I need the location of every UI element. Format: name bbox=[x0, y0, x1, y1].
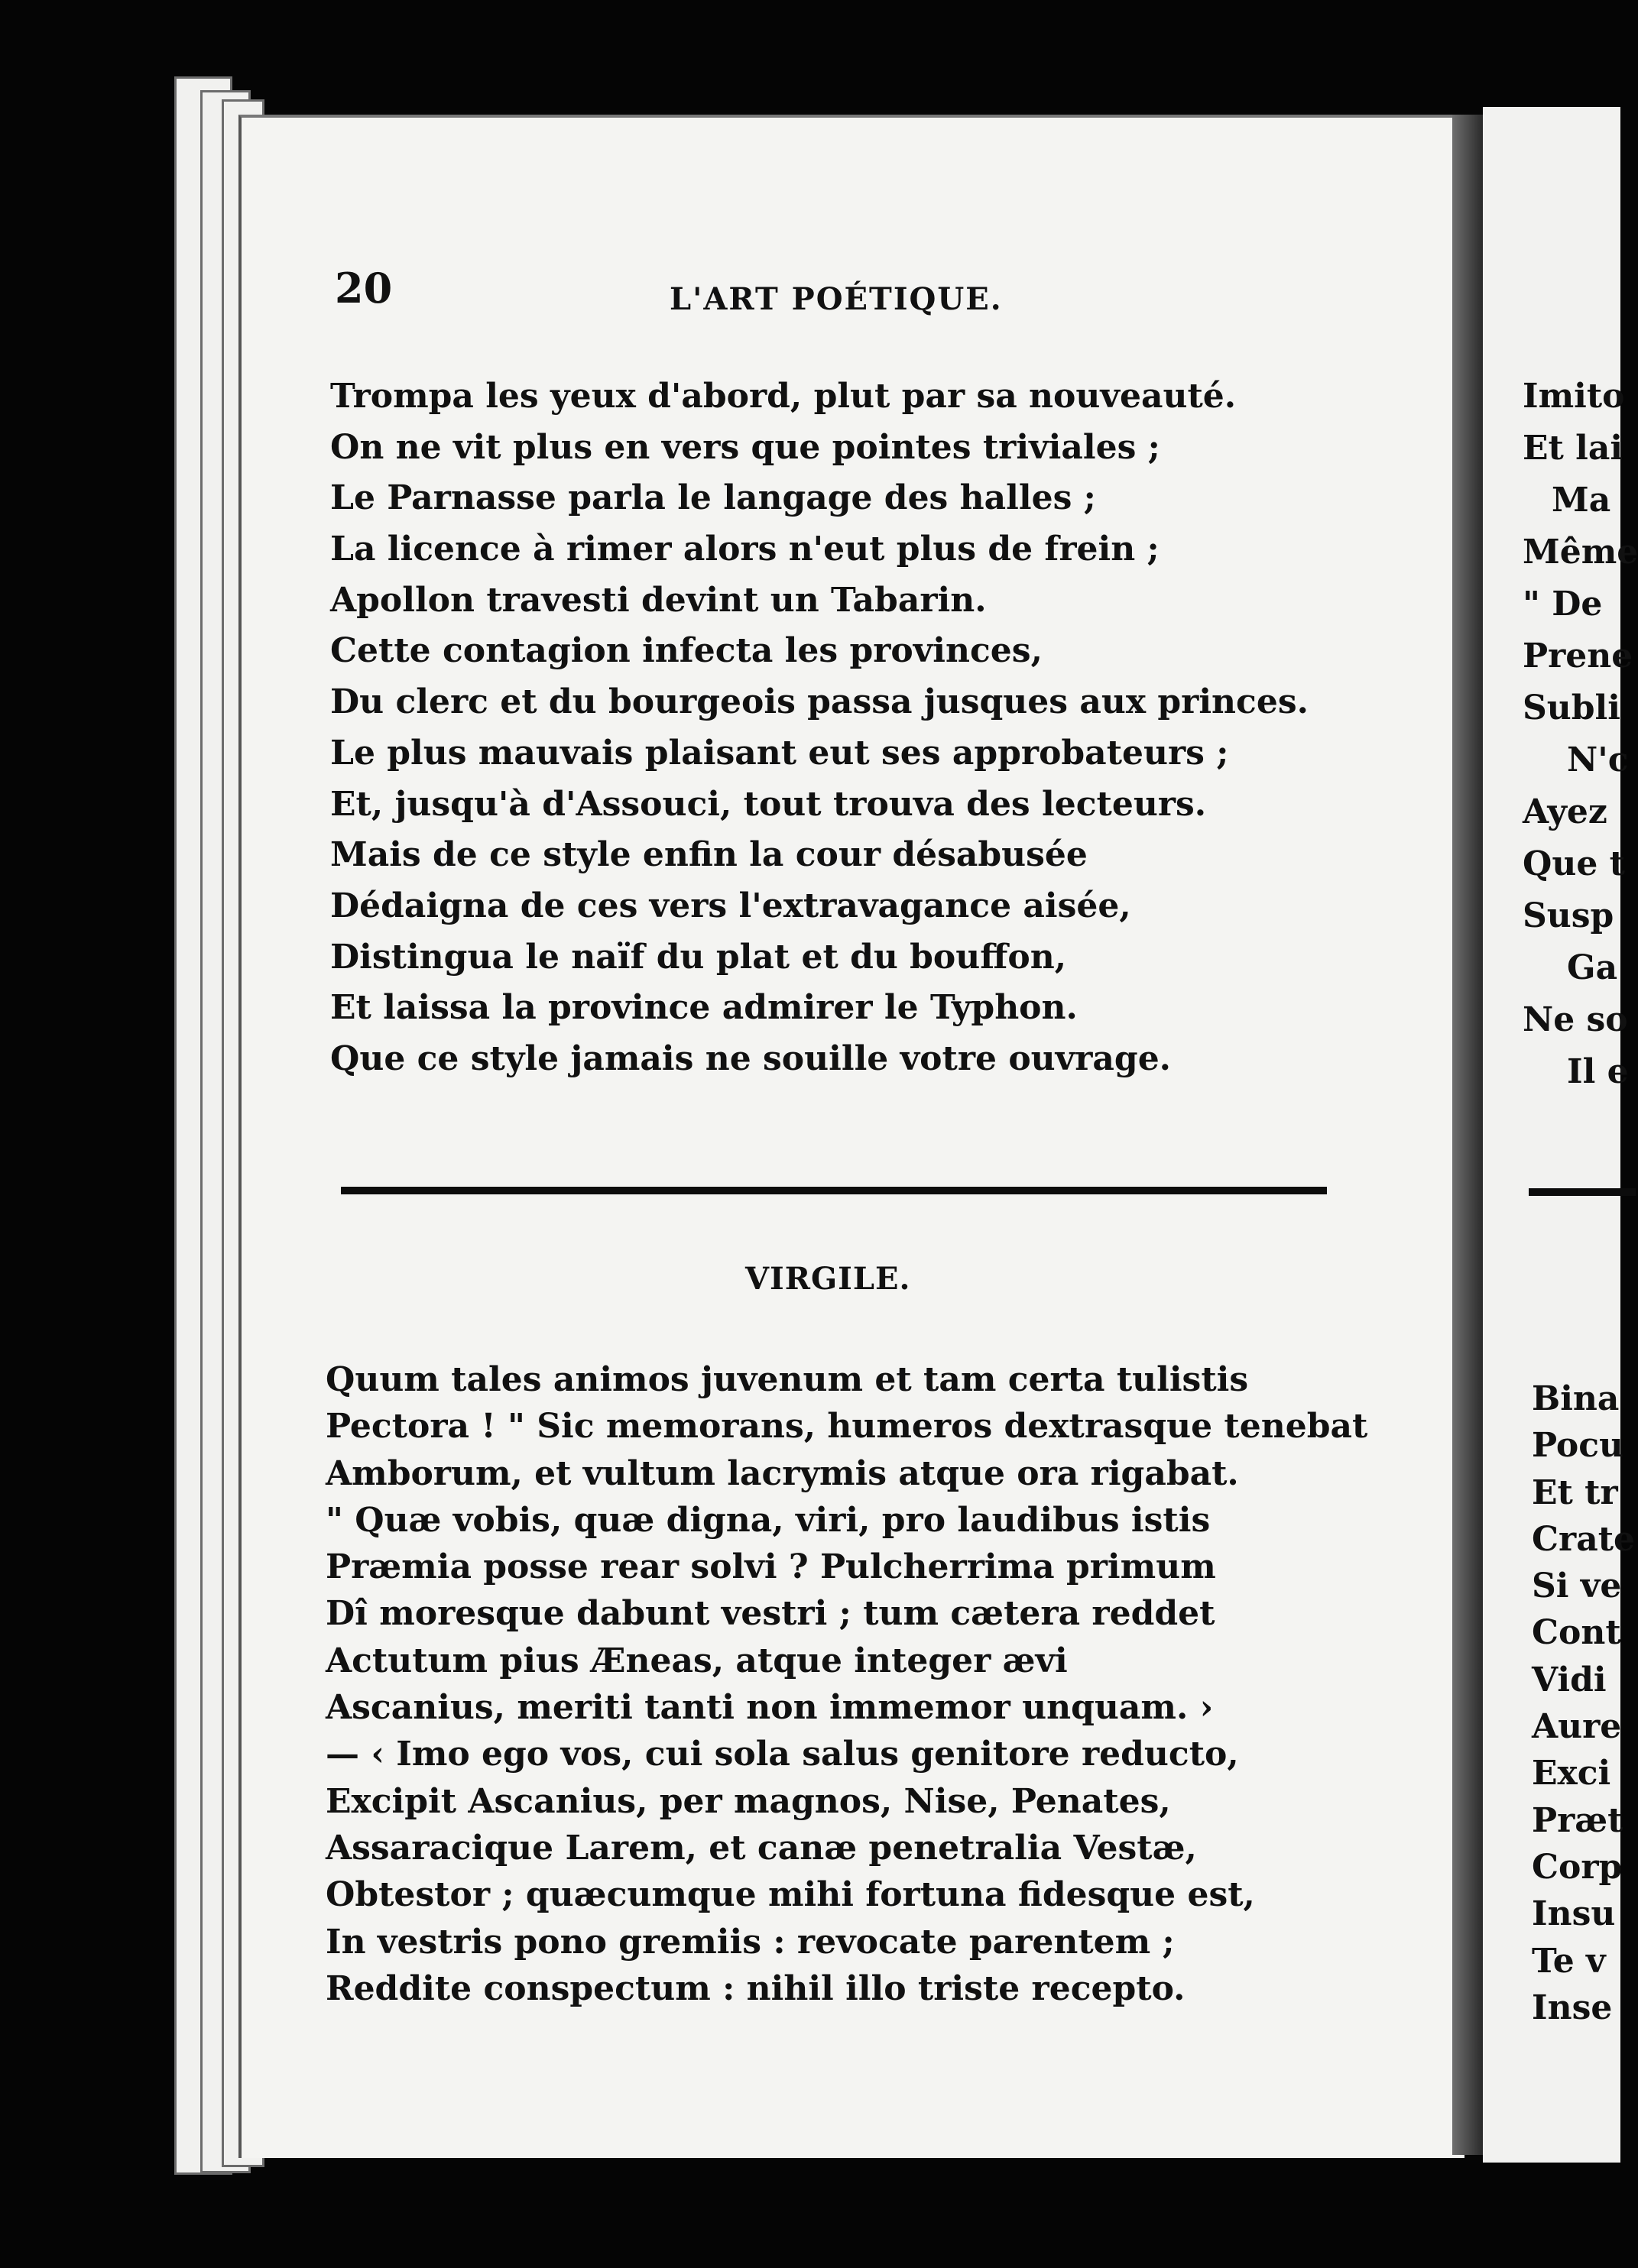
verse-line: Cette contagion infecta les provinces, bbox=[330, 631, 1043, 671]
verse-line-fragment: Insu bbox=[1532, 1894, 1616, 1934]
verse-line-fragment: Inse bbox=[1532, 1988, 1613, 2027]
verse-line-fragment: " De bbox=[1523, 585, 1603, 624]
verse-line: " Quæ vobis, quæ digna, viri, pro laudibus istis bbox=[326, 1500, 1211, 1540]
page-number: 20 bbox=[335, 264, 393, 313]
verse-line-fragment: Imito bbox=[1523, 377, 1625, 416]
verse-line: Pectora ! " Sic memorans, humeros dextrasque tenebat bbox=[326, 1407, 1368, 1447]
verse-line: — ‹ Imo ego vos, cui sola salus genitore reducto, bbox=[326, 1735, 1239, 1774]
verse-line-fragment: Ne so bbox=[1523, 1000, 1628, 1039]
section-divider bbox=[341, 1187, 1327, 1194]
verse-line-fragment: Crate bbox=[1532, 1519, 1636, 1559]
verse-line-fragment: Subli bbox=[1523, 688, 1620, 727]
verse-line-fragment: Si ve bbox=[1532, 1567, 1622, 1606]
verse-line: Le plus mauvais plaisant eut ses approbateurs ; bbox=[330, 733, 1229, 773]
verse-line-fragment: Et tr bbox=[1532, 1473, 1618, 1512]
verse-line: Excipit Ascanius, per magnos, Nise, Penates, bbox=[326, 1781, 1171, 1821]
verse-line: Et laissa la province admirer le Typhon. bbox=[330, 988, 1078, 1028]
verse-line: Obtestor ; quæcumque mihi fortuna fidesque est, bbox=[326, 1875, 1255, 1915]
verse-line: Et, jusqu'à d'Assouci, tout trouva des lecteurs. bbox=[330, 784, 1207, 824]
verse-line-fragment: Et lai bbox=[1523, 429, 1623, 468]
verse-line: Mais de ce style enfin la cour désabusée bbox=[330, 835, 1088, 875]
verse-line: Que ce style jamais ne souille votre ouvrage. bbox=[330, 1038, 1171, 1078]
verse-line: Actutum pius Æneas, atque integer ævi bbox=[326, 1641, 1068, 1680]
verse-line-fragment: Corp bbox=[1532, 1847, 1623, 1887]
verse-line-fragment: Même bbox=[1523, 533, 1638, 572]
verse-block-virgile bbox=[326, 1356, 1367, 2012]
section-title: VIRGILE. bbox=[745, 1261, 911, 1297]
verse-line: Du clerc et du bourgeois passa jusques aux princes. bbox=[330, 682, 1309, 722]
verse-line-fragment: Prene bbox=[1523, 637, 1633, 676]
verse-line-fragment: Bina bbox=[1532, 1379, 1620, 1418]
verse-line: On ne vit plus en vers que pointes triviales ; bbox=[330, 427, 1160, 467]
verse-line: In vestris pono gremiis : revocate parentem ; bbox=[326, 1922, 1175, 1962]
verse-line: Quum tales animos juvenum et tam certa tulistis bbox=[326, 1360, 1249, 1399]
verse-line: Dî moresque dabunt vestri ; tum cætera reddet bbox=[326, 1594, 1215, 1634]
verse-line-fragment: Exci bbox=[1532, 1754, 1611, 1793]
verse-line: Ascanius, meriti tanti non immemor unquam. › bbox=[326, 1688, 1214, 1728]
verse-line-fragment: N'c bbox=[1567, 740, 1629, 779]
verse-line-fragment: Il e bbox=[1567, 1052, 1629, 1091]
right-page bbox=[1483, 107, 1638, 2163]
verse-line: Apollon travesti devint un Tabarin. bbox=[330, 580, 987, 620]
verse-line: Assaracique Larem, et canæ penetralia Vestæ, bbox=[326, 1828, 1197, 1868]
verse-line-fragment: Que t bbox=[1523, 844, 1625, 883]
verse-line: Dédaigna de ces vers l'extravagance aisée, bbox=[330, 886, 1131, 925]
verse-line-fragment: Præt bbox=[1532, 1800, 1623, 1840]
verse-line-fragment: Vidi bbox=[1532, 1660, 1607, 1699]
verse-line: La licence à rimer alors n'eut plus de frein ; bbox=[330, 530, 1160, 569]
verse-line-fragment: Te v bbox=[1532, 1941, 1606, 1981]
verse-line-fragment: Aure bbox=[1532, 1707, 1622, 1747]
right-page-verse-top bbox=[1523, 371, 1638, 1098]
verse-line-fragment: Cont bbox=[1532, 1613, 1621, 1653]
verse-line: Reddite conspectum : nihil illo triste recepto. bbox=[326, 1968, 1186, 2008]
verse-line-fragment: Ayez bbox=[1523, 792, 1607, 831]
running-title: L'ART POÉTIQUE. bbox=[670, 281, 1003, 317]
section-divider bbox=[1529, 1188, 1636, 1196]
verse-line: Le Parnasse parla le langage des halles ; bbox=[330, 478, 1096, 518]
verse-line-fragment: Susp bbox=[1523, 896, 1614, 935]
verse-line: Amborum, et vultum lacrymis atque ora rigabat. bbox=[326, 1453, 1239, 1493]
verse-block-boileau bbox=[330, 371, 1309, 1085]
verse-line-fragment: Ga bbox=[1567, 948, 1618, 987]
verse-line-fragment: Pocu bbox=[1532, 1426, 1624, 1466]
verse-line: Præmia posse rear solvi ? Pulcherrima primum bbox=[326, 1547, 1216, 1587]
verse-line: Distingua le naïf du plat et du bouffon, bbox=[330, 937, 1067, 977]
right-page-verse-bottom bbox=[1532, 1375, 1635, 2031]
book-gutter bbox=[1452, 115, 1483, 2155]
verse-line-fragment: Ma bbox=[1552, 481, 1611, 520]
verse-line: Trompa les yeux d'abord, plut par sa nouveauté. bbox=[330, 377, 1237, 416]
